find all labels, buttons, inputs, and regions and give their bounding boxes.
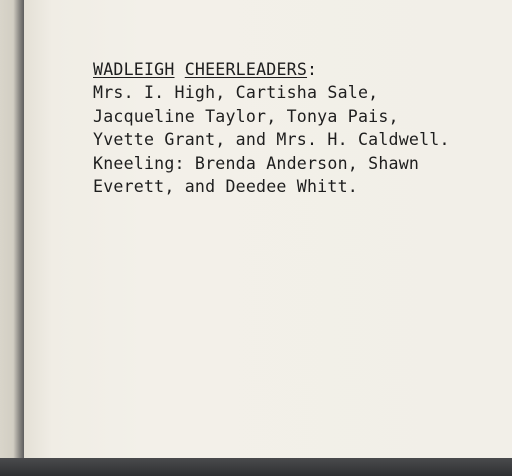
caption-line-3: Yvette Grant, and Mrs. H. Caldwell. (93, 130, 450, 150)
caption-line-1: Mrs. I. High, Cartisha Sale, (93, 83, 379, 103)
page-left-edge (0, 0, 24, 458)
caption-line-2: Jacqueline Taylor, Tonya Pais, (93, 106, 399, 126)
photo-caption (93, 58, 509, 198)
bottom-background-strip (0, 458, 512, 476)
caption-line-4: Kneeling: Brenda Anderson, Shawn (93, 153, 420, 173)
heading-group: CHEERLEADERS (184, 60, 308, 79)
heading-colon: : (307, 60, 318, 79)
caption-line-5: Everett, and Deedee Whitt. (93, 177, 358, 197)
heading-school: WADLEIGH (93, 60, 175, 79)
caption-heading (93, 58, 509, 81)
